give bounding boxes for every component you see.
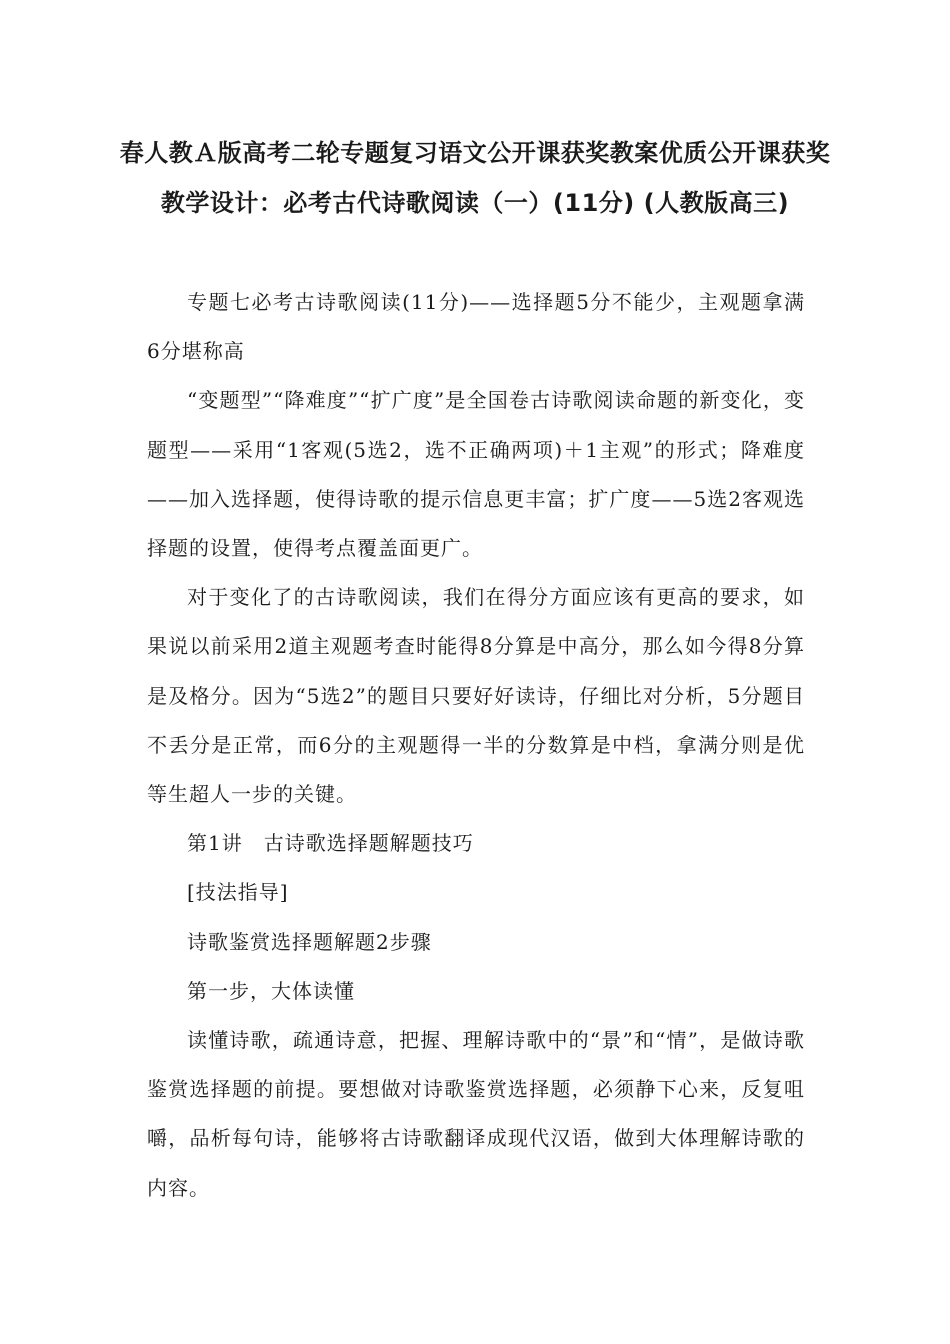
paragraph-scoring: 对于变化了的古诗歌阅读，我们在得分方面应该有更高的要求，如果说以前采用2道主观题考查时能得8分算是中高分，那么如今得8分算是及格分。因为“5选2”的题目只要好好读诗，仔细比对分析，5分题目不丢分是正常，而6分的主观题得一半的分数算是中档，拿满分则是优等生超人一步的关键。 bbox=[147, 585, 805, 807]
paragraph-new-changes: “变题型”“降难度”“扩广度”是全国卷古诗歌阅读命题的新变化，变题型——采用“1客观(5选2，选不正确两项)＋1主观”的形式；降难度——加入选择题，使得诗歌的提示信息更丰富；扩广度——5选2客观选择题的设置，使得考点覆盖面更广。 bbox=[147, 388, 805, 561]
paragraph-intro: 专题七必考古诗歌阅读(11分)——选择题5分不能少，主观题拿满6分堪称高 bbox=[147, 290, 805, 364]
title-line-1: 春人教Ａ版高考二轮专题复习语文公开课获奖教案优质公开课获奖 bbox=[119, 139, 831, 167]
subsection-heading: 诗歌鉴赏选择题解题2步骤 bbox=[187, 929, 432, 954]
lecture-heading: 第1讲 古诗歌选择题解题技巧 bbox=[187, 831, 474, 856]
paragraph-step-one: 读懂诗歌，疏通诗意，把握、理解诗歌中的“景”和“情”，是做诗歌鉴赏选择题的前提。要想做对诗歌鉴赏选择题，必须静下心来，反复咀嚼，品析每句诗，能够将古诗歌翻译成现代汉语，做到大体理解诗歌的内容。 bbox=[147, 1028, 805, 1200]
section-label: [技法指导] bbox=[187, 880, 289, 905]
step-heading: 第一步，大体读懂 bbox=[187, 978, 355, 1003]
document-title bbox=[100, 128, 850, 228]
title-line-2: 教学设计：必考古代诗歌阅读（一）(11分) (人教版高三) bbox=[160, 189, 790, 217]
document-body bbox=[147, 278, 805, 1213]
